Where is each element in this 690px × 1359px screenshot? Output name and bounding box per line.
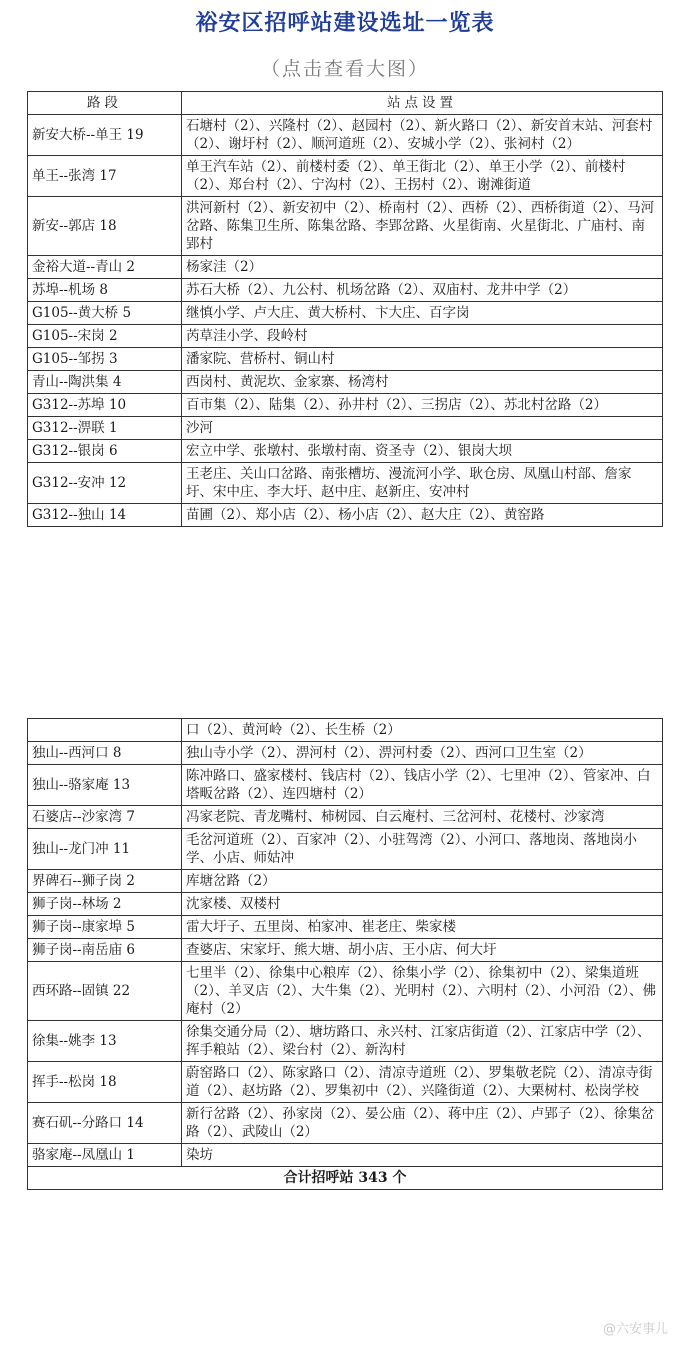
stations-cell: 库塘岔路（2） [182, 870, 663, 893]
table-row [28, 256, 663, 279]
stations-cell: 雷大圩子、五里岗、柏家冲、崔老庄、柴家楼 [182, 916, 663, 939]
route-cell: 独山--骆家庵 13 [28, 765, 182, 806]
table-row [28, 765, 663, 806]
stations-cell: 西岗村、黄泥坎、金家寨、杨湾村 [182, 371, 663, 394]
stations-cell: 独山寺小学（2）、淠河村（2）、淠河村委（2）、西河口卫生室（2） [182, 742, 663, 765]
table-row [28, 806, 663, 829]
watermark: @六安事儿 [602, 1322, 668, 1337]
table-row [28, 504, 663, 527]
table-row [28, 348, 663, 371]
route-cell: 赛石矶--分路口 14 [28, 1103, 182, 1144]
route-cell: G105--邹拐 3 [28, 348, 182, 371]
route-cell: 骆家庵--凤凰山 1 [28, 1144, 182, 1167]
table-row [28, 156, 663, 197]
stations-cell: 潘家院、营桥村、铜山村 [182, 348, 663, 371]
stations-cell: 芮草洼小学、段岭村 [182, 325, 663, 348]
table-row [28, 1103, 663, 1144]
table-row [28, 742, 663, 765]
table-row [28, 371, 663, 394]
table-row [28, 962, 663, 1021]
table-row [28, 417, 663, 440]
route-cell: 新安--郭店 18 [28, 197, 182, 256]
stations-cell: 石塘村（2）、兴隆村（2）、赵园村（2）、新火路口（2）、新安首末站、河套村（2）、谢圩村（2）、顺河道班（2）、安城小学（2）、张祠村（2） [182, 115, 663, 156]
stations-cell: 染坊 [182, 1144, 663, 1167]
stations-cell: 百市集（2）、陆集（2）、孙井村（2）、三拐店（2）、苏北村岔路（2） [182, 394, 663, 417]
route-cell: G312--独山 14 [28, 504, 182, 527]
table-header-row [28, 92, 663, 115]
table-row [28, 893, 663, 916]
header-stations: 站点设置 [182, 92, 663, 115]
route-cell: G105--黄大桥 5 [28, 302, 182, 325]
route-cell: 挥手--松岗 18 [28, 1062, 182, 1103]
table-row [28, 939, 663, 962]
stations-cell: 继慎小学、卢大庄、黄大桥村、卞大庄、百字岗 [182, 302, 663, 325]
table-row [28, 916, 663, 939]
stations-cell: 沈家楼、双楼村 [182, 893, 663, 916]
table-row [28, 1062, 663, 1103]
route-cell: G312--银岗 6 [28, 440, 182, 463]
stations-cell: 宏立中学、张墩村、张墩村南、资圣寺（2）、银岗大坝 [182, 440, 663, 463]
stations-cell: 单王汽车站（2）、前楼村委（2）、单王街北（2）、单王小学（2）、前楼村（2）、郑台村（2）、宁沟村（2）、王拐村（2）、谢滩街道 [182, 156, 663, 197]
route-cell: 金裕大道--青山 2 [28, 256, 182, 279]
route-cell: 独山--西河口 8 [28, 742, 182, 765]
table-row [28, 719, 663, 742]
route-cell: 青山--陶洪集 4 [28, 371, 182, 394]
route-cell: 新安大桥--单王 19 [28, 115, 182, 156]
table-row [28, 325, 663, 348]
route-cell: 狮子岗--林场 2 [28, 893, 182, 916]
total-row [28, 1167, 663, 1190]
route-cell: G312--安冲 12 [28, 463, 182, 504]
route-cell: 单王--张湾 17 [28, 156, 182, 197]
stations-cell: 口（2）、黄河岭（2）、长生桥（2） [182, 719, 663, 742]
table-row [28, 197, 663, 256]
header-route: 路段 [28, 92, 182, 115]
stations-table-part1 [27, 91, 663, 527]
stations-cell: 洪河新村（2）、新安初中（2）、桥南村（2）、西桥（2）、西桥街道（2）、马河岔路、陈集卫生所、陈集岔路、李郢岔路、火星街南、火星街北、广庙村、南郢村 [182, 197, 663, 256]
view-large-image-link[interactable]: （点击查看大图） [260, 58, 429, 80]
stations-cell: 陈冲路口、盛家楼村、钱店村（2）、钱店小学（2）、七里冲（2）、管家冲、白塔畈岔路（2）、连四塘村（2） [182, 765, 663, 806]
route-cell: 西环路--固镇 22 [28, 962, 182, 1021]
route-cell: 苏埠--机场 8 [28, 279, 182, 302]
stations-table-part2 [27, 718, 663, 1190]
stations-cell: 苗圃（2）、郑小店（2）、杨小店（2）、赵大庄（2）、黄窑路 [182, 504, 663, 527]
stations-cell: 苏石大桥（2）、九公村、机场岔路（2）、双庙村、龙井中学（2） [182, 279, 663, 302]
table-row [28, 279, 663, 302]
stations-cell: 沙河 [182, 417, 663, 440]
table-row [28, 394, 663, 417]
table-row [28, 1144, 663, 1167]
table-row [28, 302, 663, 325]
table-row [28, 115, 663, 156]
total-count: 合计招呼站 343 个 [28, 1167, 663, 1190]
route-cell: G105--宋岗 2 [28, 325, 182, 348]
route-cell: 徐集--姚李 13 [28, 1021, 182, 1062]
route-cell: 界碑石--狮子岗 2 [28, 870, 182, 893]
route-cell: G312--淠联 1 [28, 417, 182, 440]
stations-cell: 冯家老院、青龙嘴村、柿树园、白云庵村、三岔河村、花楼村、沙家湾 [182, 806, 663, 829]
stations-cell: 七里半（2）、徐集中心粮库（2）、徐集小学（2）、徐集初中（2）、梁集道班（2）、羊叉店（2）、大牛集（2）、光明村（2）、六明村（2）、小河沿（2）、佛庵村（2） [182, 962, 663, 1021]
route-cell: 石婆店--沙家湾 7 [28, 806, 182, 829]
page-title: 裕安区招呼站建设选址一览表 [195, 11, 495, 36]
route-cell: 狮子岗--康家埠 5 [28, 916, 182, 939]
table-row [28, 440, 663, 463]
route-cell: 狮子岗--南岳庙 6 [28, 939, 182, 962]
table-row [28, 1021, 663, 1062]
stations-cell: 杨家洼（2） [182, 256, 663, 279]
route-cell [28, 719, 182, 742]
table-row [28, 870, 663, 893]
stations-cell: 查婆店、宋家圩、熊大塘、胡小店、王小店、何大圩 [182, 939, 663, 962]
table-row [28, 463, 663, 504]
route-cell: G312--苏埠 10 [28, 394, 182, 417]
table-row [28, 829, 663, 870]
stations-cell: 新行岔路（2）、孙家岗（2）、晏公庙（2）、蒋中庄（2）、卢郢子（2）、徐集岔路（2）、武陵山（2） [182, 1103, 663, 1144]
stations-cell: 毛岔河道班（2）、百家冲（2）、小驻驾湾（2）、小河口、落地岗、落地岗小学、小店、师姑冲 [182, 829, 663, 870]
stations-cell: 王老庄、关山口岔路、南张槽坊、漫流河小学、耿仓房、凤凰山村部、詹家圩、宋中庄、李大圩、赵中庄、赵新庄、安冲村 [182, 463, 663, 504]
stations-cell: 徐集交通分局（2）、塘坊路口、永兴村、江家店街道（2）、江家店中学（2）、挥手粮站（2）、梁台村（2）、新沟村 [182, 1021, 663, 1062]
stations-cell: 蔚窑路口（2）、陈家路口（2）、清凉寺道班（2）、罗集敬老院（2）、清凉寺街道（2）、赵坊路（2）、罗集初中（2）、兴隆街道（2）、大栗树村、松岗学校 [182, 1062, 663, 1103]
route-cell: 独山--龙门冲 11 [28, 829, 182, 870]
